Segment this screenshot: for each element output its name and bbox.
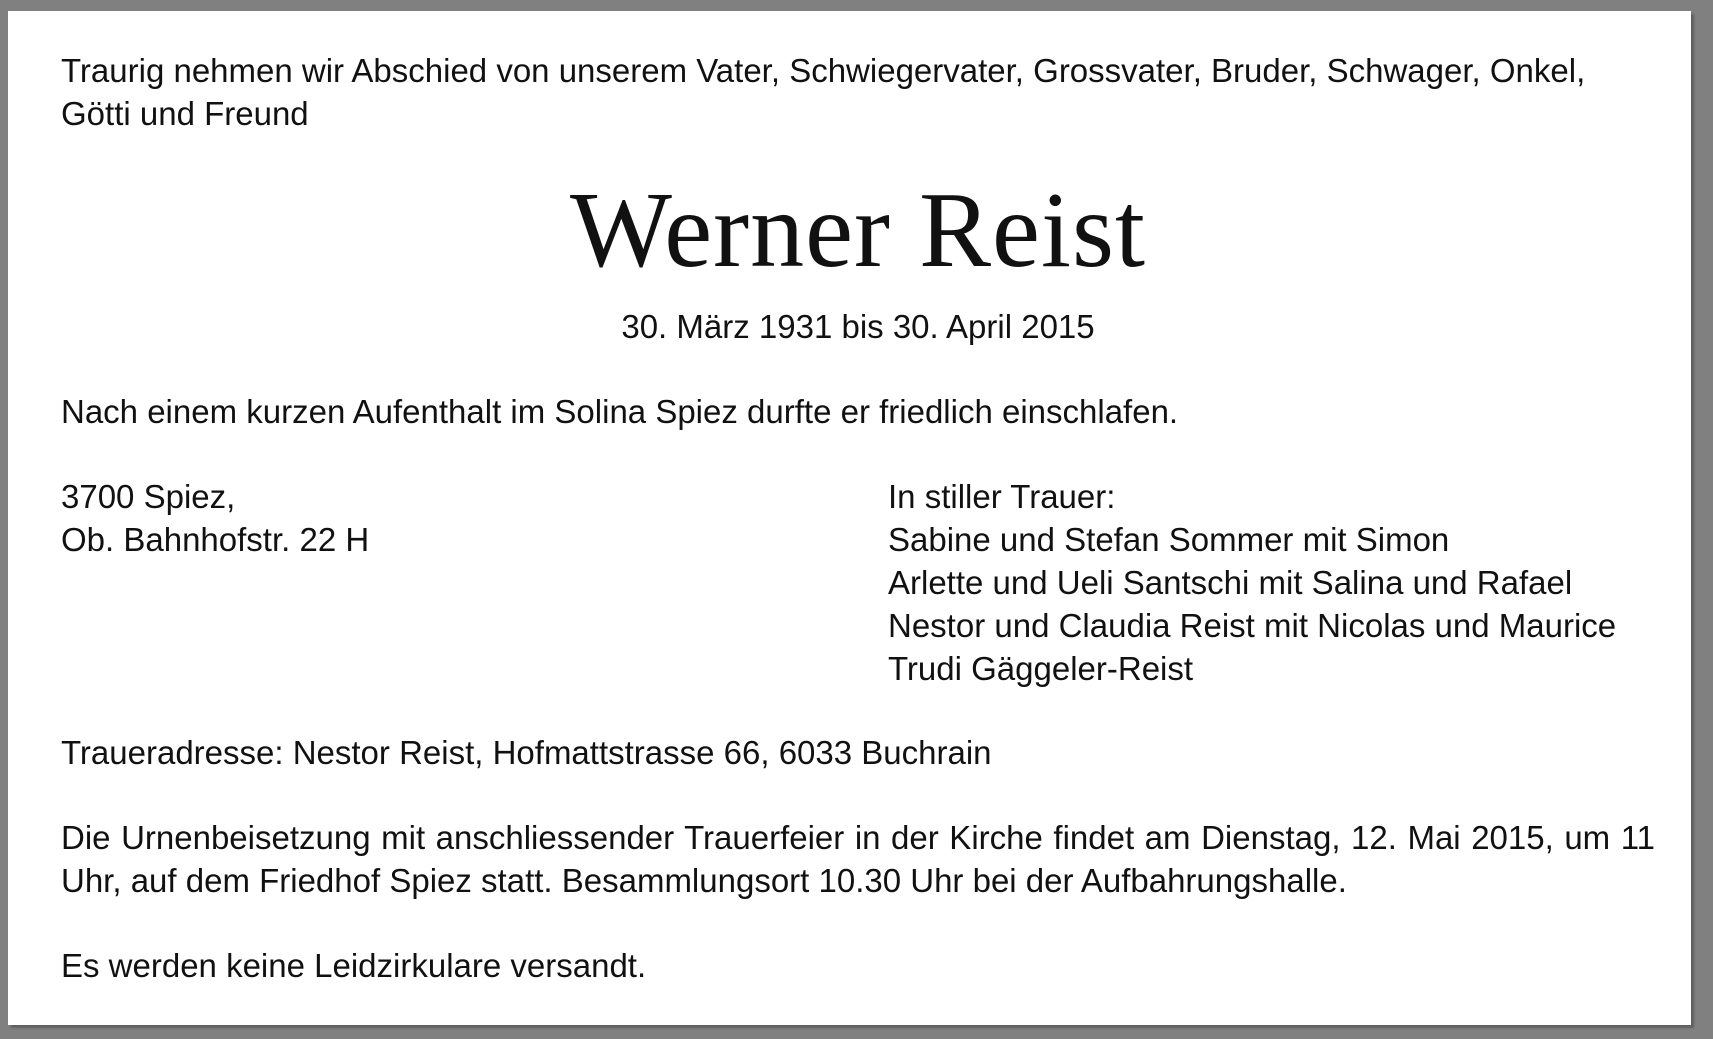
deceased-name: Werner Reist [569,171,1147,290]
mourner-entry: Trudi Gäggeler-Reist [888,650,1194,687]
ceremony-details: Die Urnenbeisetzung mit anschliessender Trauerfeier in der Kirche findet am Dienstag, 12. Mai 2015, um 11 Uhr, auf dem Friedhof Spiez statt. Besammlungsort 10.30 Uhr bei der Aufbahrungshalle. [61,819,1655,899]
address-line-2: Ob. Bahnhofstr. 22 H [61,521,370,558]
obituary-card [8,11,1691,1025]
mourner-entry: Nestor und Claudia Reist mit Nicolas und Maurice [888,607,1617,644]
mourners-list [888,475,1616,690]
mourner-entry: Arlette und Ueli Santschi mit Salina und Rafael [888,564,1573,601]
mourner-entry: Sabine und Stefan Sommer mit Simon [888,521,1450,558]
address-and-mourners [61,475,1655,690]
intro-text: Traurig nehmen wir Abschied von unserem Vater, Schwiegervater, Grossvater, Bruder, Schwager, Onkel, Götti und Freund [61,52,1586,132]
circular-note: Es werden keine Leidzirkulare versandt. [61,947,647,984]
address-line-1: 3700 Spiez, [61,478,236,515]
home-address [61,475,369,561]
mourning-address: Traueradresse: Nestor Reist, Hofmattstrasse 66, 6033 Buchrain [61,734,992,771]
mourners-heading: In stiller Trauer: [888,478,1116,515]
passing-text: Nach einem kurzen Aufenthalt im Solina Spiez durfte er friedlich einschlafen. [61,393,1179,430]
life-dates: 30. März 1931 bis 30. April 2015 [621,308,1095,345]
obituary-notice [61,49,1655,987]
